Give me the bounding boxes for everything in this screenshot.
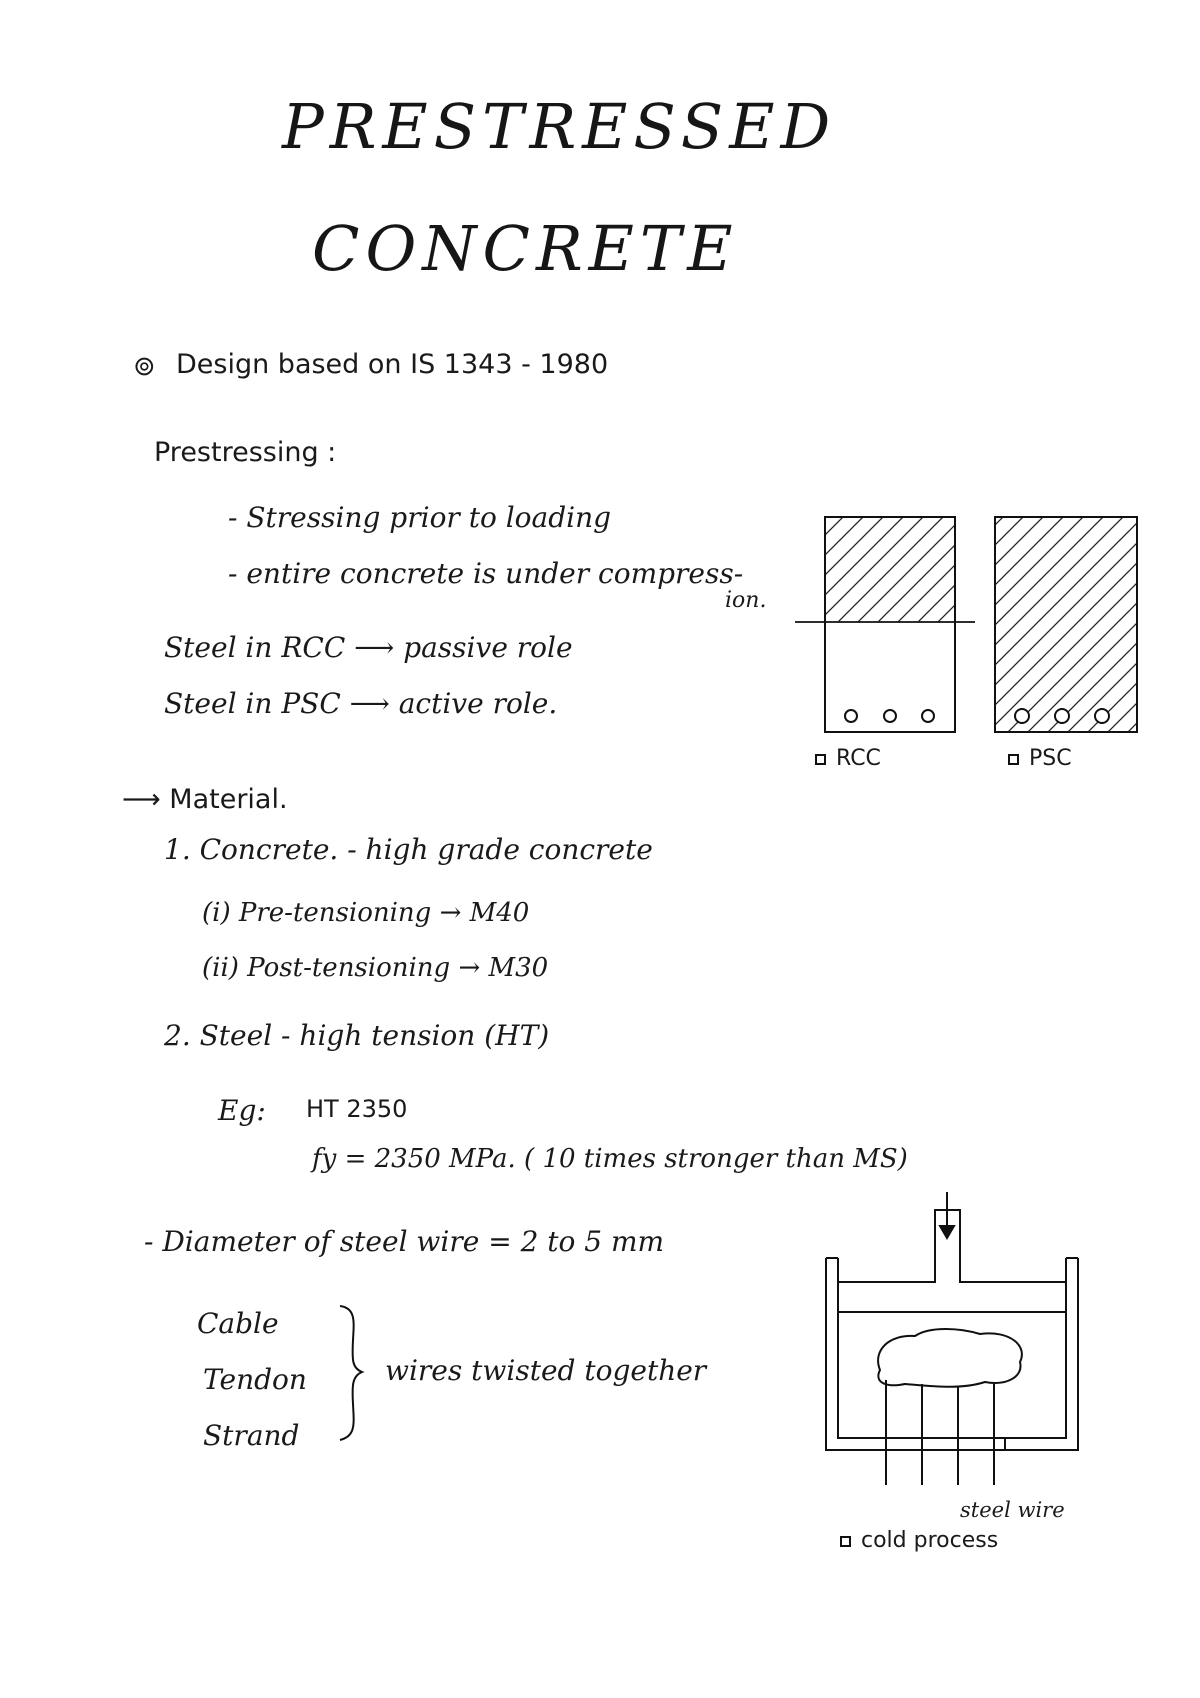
title-line-2: CONCRETE bbox=[312, 212, 739, 285]
cold-process-figure bbox=[820, 1185, 1100, 1505]
title-line-1: PRESTRESSED bbox=[282, 90, 837, 163]
term-strand: Strand bbox=[203, 1419, 300, 1452]
beam-section-figure bbox=[780, 505, 1160, 755]
bullet-square-icon bbox=[815, 754, 826, 765]
wires-twisted-text: wires twisted together bbox=[385, 1354, 707, 1387]
term-tendon: Tendon bbox=[203, 1363, 307, 1396]
bullet-square-icon bbox=[840, 1536, 851, 1547]
steel-wire-label: steel wire bbox=[960, 1498, 1065, 1522]
post-tensioning-grade: (ii) Post-tensioning → M30 bbox=[202, 953, 549, 983]
psc-caption bbox=[1008, 748, 1072, 770]
prestressing-item-2-cont: ion. bbox=[725, 588, 767, 613]
prestressing-item-2: - entire concrete is under compress- bbox=[228, 557, 744, 590]
steel-rcc-role: Steel in RCC ⟶ passive role bbox=[164, 631, 573, 664]
rcc-section bbox=[795, 517, 975, 732]
rcc-caption bbox=[815, 748, 881, 770]
material-heading: ⟶ Material. bbox=[122, 784, 288, 815]
bullet-square-icon bbox=[1008, 754, 1019, 765]
prestressing-item-1: - Stressing prior to loading bbox=[228, 501, 612, 534]
yield-strength: fy = 2350 MPa. ( 10 times stronger than MS) bbox=[312, 1144, 908, 1174]
design-bullet-icon: ⊚ bbox=[133, 351, 156, 382]
steel-psc-role: Steel in PSC ⟶ active role. bbox=[164, 687, 558, 720]
example-label: Eg: bbox=[218, 1094, 266, 1127]
wire-diameter: - Diameter of steel wire = 2 to 5 mm bbox=[144, 1225, 665, 1258]
psc-label: PSC bbox=[1029, 746, 1072, 771]
cold-process-label: cold process bbox=[861, 1528, 999, 1553]
rcc-label: RCC bbox=[836, 746, 881, 771]
prestressing-heading: Prestressing : bbox=[154, 437, 337, 468]
example-value: HT 2350 bbox=[306, 1095, 408, 1123]
term-cable: Cable bbox=[197, 1307, 279, 1340]
material-steel: 2. Steel - high tension (HT) bbox=[164, 1019, 550, 1052]
pre-tensioning-grade: (i) Pre-tensioning → M40 bbox=[202, 898, 530, 928]
material-concrete: 1. Concrete. - high grade concrete bbox=[164, 833, 653, 866]
design-basis-text: Design based on IS 1343 - 1980 bbox=[176, 349, 609, 380]
cold-process-caption bbox=[840, 1530, 998, 1552]
brace-icon bbox=[330, 1300, 370, 1450]
psc-section bbox=[995, 517, 1137, 732]
